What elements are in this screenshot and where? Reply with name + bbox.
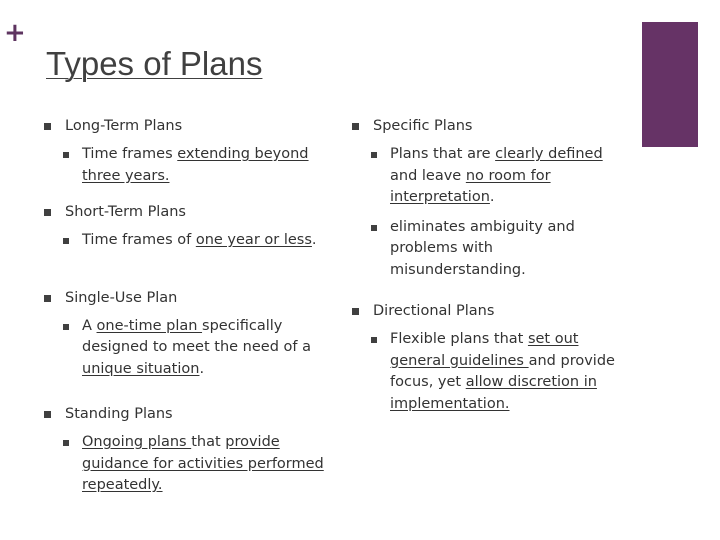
detail-text: .	[489, 189, 495, 205]
square-bullet-icon	[63, 238, 69, 244]
bullet-heading: Specific Plans	[373, 118, 473, 134]
detail-emphasis: provide guidance	[82, 434, 280, 472]
bullet-heading: Standing Plans	[65, 406, 173, 422]
detail-emphasis: allow discretion in implementation.	[390, 374, 597, 412]
right-column	[352, 116, 622, 415]
square-bullet-icon	[44, 295, 51, 302]
sub-bullet-short-term-detail	[63, 230, 324, 252]
detail-text: that	[191, 434, 226, 450]
bullet-directional-plans	[352, 301, 622, 321]
bullet-long-term-plans	[44, 116, 324, 136]
left-column	[44, 116, 324, 497]
square-bullet-icon	[63, 152, 69, 158]
square-bullet-icon	[371, 152, 377, 158]
detail-text: Plans that are	[390, 146, 496, 162]
sub-bullet-long-term-detail	[63, 144, 324, 187]
detail-emphasis: for activities performed repeatedly.	[82, 455, 324, 493]
square-bullet-icon	[352, 123, 359, 130]
bullet-heading: Directional Plans	[373, 303, 495, 319]
bullet-short-term-plans	[44, 202, 324, 222]
detail-text: and leave	[390, 167, 466, 184]
detail-emphasis: set out general guidelines	[390, 331, 579, 369]
bullet-standing-plans	[44, 404, 324, 424]
square-bullet-icon	[44, 411, 51, 418]
detail-text: A	[82, 317, 97, 334]
bullet-single-use-plan	[44, 288, 324, 308]
accent-bar	[642, 22, 698, 147]
plus-mark: +	[4, 18, 26, 48]
detail-text: .	[199, 360, 205, 377]
detail-emphasis: one year or less	[195, 232, 312, 248]
sub-bullet-specific-detail-2	[371, 217, 622, 282]
square-bullet-icon	[371, 337, 377, 343]
sub-bullet-standing-detail	[63, 432, 324, 497]
detail-emphasis: Ongoing plans	[82, 434, 192, 450]
square-bullet-icon	[371, 225, 377, 231]
square-bullet-icon	[63, 324, 69, 330]
square-bullet-icon	[352, 308, 359, 315]
square-bullet-icon	[63, 440, 69, 446]
bullet-specific-plans	[352, 116, 622, 136]
detail-emphasis: no room for interpretation	[390, 167, 551, 205]
sub-bullet-specific-detail-1	[371, 144, 622, 209]
detail-text: eliminates ambiguity and problems with misunderstanding.	[390, 218, 575, 278]
slide-title: Types of Plans	[46, 45, 263, 82]
detail-text: and provide focus, yet	[390, 352, 615, 390]
bullet-heading: Single-Use Plan	[65, 289, 178, 306]
detail-text: Time frames	[82, 146, 178, 162]
bullet-heading: Short-Term Plans	[65, 204, 186, 220]
detail-text: .	[311, 232, 317, 248]
detail-emphasis: extending beyond three years.	[82, 146, 309, 184]
detail-emphasis: one-time plan	[96, 317, 203, 334]
detail-text: specifically designed to meet the need of a	[82, 317, 311, 355]
square-bullet-icon	[44, 123, 51, 130]
detail-emphasis: clearly defined	[495, 146, 603, 162]
detail-emphasis: unique situation	[82, 360, 200, 377]
detail-text: Flexible plans that	[390, 331, 528, 347]
detail-text: Time frames of	[82, 232, 196, 248]
bullet-heading: Long-Term Plans	[65, 118, 183, 134]
sub-bullet-directional-detail	[371, 329, 622, 415]
square-bullet-icon	[44, 209, 51, 216]
sub-bullet-single-use-detail	[63, 316, 324, 381]
